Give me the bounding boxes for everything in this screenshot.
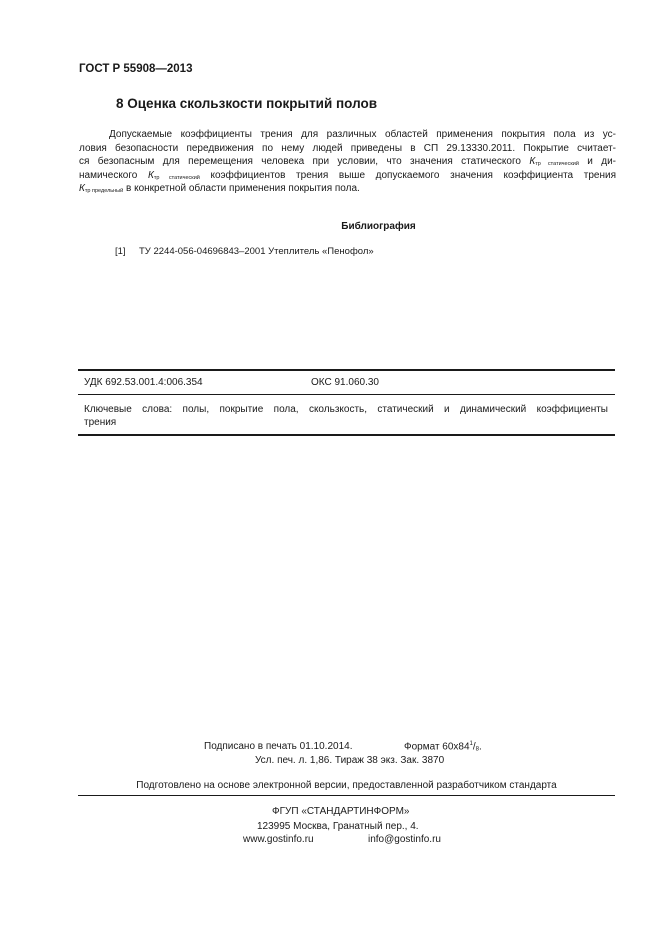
- document-code: ГОСТ Р 55908—2013: [79, 63, 193, 75]
- bibliography-ref-text: ТУ 2244-056-04696843–2001 Утеплитель «Пенофол»: [139, 246, 374, 257]
- k-subscript: тр предельный: [84, 188, 124, 195]
- keywords-line-2: трения: [84, 416, 117, 428]
- imprint-divider: [78, 795, 615, 796]
- conjunction: и: [587, 156, 593, 168]
- publisher-site-link[interactable]: www.gostinfo.ru: [243, 834, 314, 845]
- paper-format-text: Формат 60x84: [404, 741, 470, 753]
- paragraph-line-2: ловия безопасности передвижения по нему людей приведены в СП 29.13330.2011. Покрытие считает-: [79, 142, 616, 154]
- top-divider: [78, 369, 615, 371]
- hyphenated-word: ди-: [601, 156, 617, 168]
- paragraph-line-1: Допускаемые коэффициенты трения для различных областей применения покрытия пола из ус-: [109, 129, 616, 140]
- keywords-line-1: Ключевые слова: полы, покрытие пола, скользкость, статический и динамический коэффициенты: [84, 404, 608, 415]
- k-subscript: тр статический: [535, 161, 579, 168]
- paragraph-line-3: [79, 155, 616, 169]
- bibliography-ref-number: [1]: [115, 246, 126, 257]
- publisher-address: 123995 Москва, Гранатный пер., 4.: [257, 821, 419, 832]
- k-symbol: К: [148, 169, 154, 181]
- publisher-email-link[interactable]: info@gostinfo.ru: [368, 834, 441, 845]
- print-info: Усл. печ. л. 1,86. Тираж 38 экз. Зак. 3870: [255, 755, 445, 766]
- prepared-note: Подготовлено на основе электронной версии, предоставленной разработчиком стандарта: [136, 780, 557, 791]
- udk-code: УДК 692.53.001.4:006.354: [84, 377, 203, 388]
- paper-format: Формат $60x84^1/_8$.: [404, 741, 482, 753]
- k-symbol: К: [79, 183, 85, 195]
- keywords: [84, 404, 608, 429]
- paragraph-line-5-text: в конкретной области применения покрытия пола.: [126, 183, 360, 195]
- paragraph-line-4-text: коэффициентов трения выше допускаемого значения коэффициента трения: [210, 169, 616, 181]
- section-title: 8 Оценка скользкости покрытий полов: [116, 96, 378, 111]
- bibliography-title: [79, 221, 616, 232]
- paragraph-line-5: [79, 182, 616, 196]
- paragraph-line-4-start: намического: [79, 169, 138, 181]
- middle-divider: [78, 394, 615, 395]
- bottom-divider: [78, 434, 615, 436]
- bibliography-title-text: Библиография: [341, 221, 416, 232]
- section-paragraph: [79, 128, 616, 196]
- paragraph-line-3-text: ся безопасным для перемещения человека при условии, что значения статического: [79, 156, 521, 168]
- k-symbol: К: [529, 156, 536, 168]
- publisher-name: ФГУП «СТАНДАРТИНФОРМ»: [272, 806, 410, 817]
- k-subscript: тр статический: [153, 174, 200, 181]
- oks-code: ОКС 91.060.30: [311, 377, 379, 388]
- format-numerator: 1: [469, 741, 473, 747]
- paragraph-line-4: [79, 169, 616, 183]
- format-denominator: 8: [475, 746, 480, 753]
- signed-date: Подписано в печать 01.10.2014.: [204, 741, 353, 752]
